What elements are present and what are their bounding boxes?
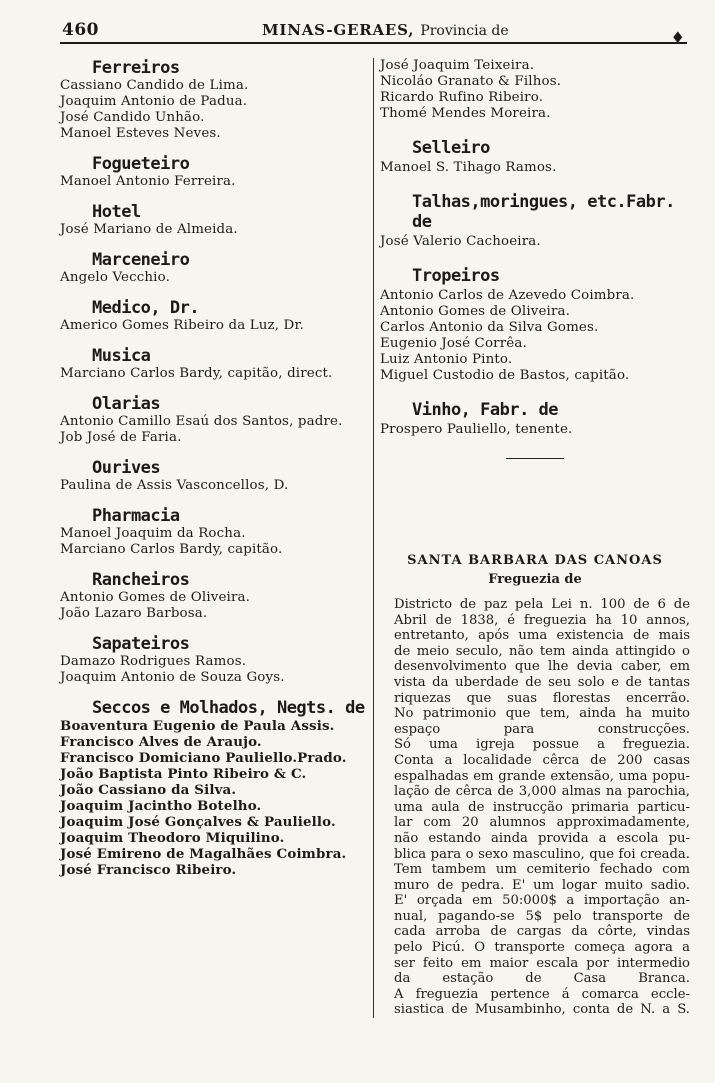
list-item: Prospero Pauliello, tenente. xyxy=(380,422,573,437)
right-sections xyxy=(380,138,690,438)
list-item: José Francisco Ribeiro. xyxy=(60,862,237,878)
list-item: Nicoláo Granato & Filhos. xyxy=(380,74,562,89)
list-item: José Joaquim Teixeira. xyxy=(380,58,535,73)
section-title: Marceneiro xyxy=(92,250,190,270)
list-item: Cassiano Candido de Lima. xyxy=(60,78,249,93)
text-line: não estando ainda provida a escola pu- xyxy=(394,830,690,846)
santa-barbara-subtitle: Freguezia de xyxy=(488,572,582,587)
list-item: Boaventura Eugenio de Paula Assis. xyxy=(60,718,335,734)
list-item: Carlos Antonio da Silva Gomes. xyxy=(380,320,599,335)
text-line: No patrimonio que tem, ainda ha muito xyxy=(394,706,690,722)
section-title: Fogueteiro xyxy=(92,154,190,174)
text-line: Conta a localidade cêrca de 200 casas xyxy=(394,752,690,768)
text-line: Abril de 1838, é freguezia ha 10 annos, xyxy=(394,612,690,628)
list-item: Manoel Antonio Ferreira. xyxy=(60,174,236,189)
text-line: pelo Picú. O transporte começa agora a xyxy=(394,940,690,956)
list-item: Joaquim Antonio de Padua. xyxy=(60,94,248,109)
page-number: 460 xyxy=(62,20,99,40)
page-header xyxy=(62,18,687,42)
running-head xyxy=(262,21,509,39)
text-line: entretanto, após uma existencia de mais xyxy=(394,628,690,644)
list-item: José Emireno de Magalhães Coimbra. xyxy=(60,846,347,862)
section-title: Tropeiros xyxy=(412,266,500,286)
text-line: vista da uberdade de seu solo e de tantas xyxy=(394,674,690,690)
list-item: Francisco Domiciano Pauliello.Prado. xyxy=(60,750,347,766)
list-item: Antonio Carlos de Azevedo Coimbra. xyxy=(380,288,635,303)
list-item: Eugenio José Corrêa. xyxy=(380,336,527,351)
section-title: Musica xyxy=(92,346,151,366)
text-line: ser feito em maior escala por intermedio xyxy=(394,955,690,971)
list-item: Joaquim José Gonçalves & Pauliello. xyxy=(60,814,336,830)
corner-ornament-icon: ♦ xyxy=(670,28,685,47)
text-line: E' orçada em 50:000$ a importação an- xyxy=(394,893,690,909)
list-item: João Lazaro Barbosa. xyxy=(60,606,208,621)
text-line: siastica de Musambinho, conta de N. a S. xyxy=(394,1002,690,1018)
section-title: Pharmacia xyxy=(92,506,180,526)
text-line: blica para o sexo masculino, que foi creada. xyxy=(394,846,690,862)
text-line: espaço para construcções. xyxy=(394,721,690,737)
text-line: Só uma igreja possue a freguezia. xyxy=(394,737,690,753)
santa-barbara-title: SANTA BARBARA DAS CANOAS xyxy=(407,553,663,568)
section-title: Ferreiros xyxy=(92,58,180,78)
list-item: José Mariano de Almeida. xyxy=(60,222,238,237)
list-item: Antonio Gomes de Oliveira. xyxy=(60,590,251,605)
list-item: Antonio Gomes de Oliveira. xyxy=(380,304,571,319)
section-title: Seccos e Molhados, Negts. de xyxy=(92,698,365,718)
list-item: Americo Gomes Ribeiro da Luz, Dr. xyxy=(60,318,304,333)
list-item: Joaquim Theodoro Miquilino. xyxy=(60,830,285,846)
text-line: muro de pedra. E' um logar muito sadio. xyxy=(394,877,690,893)
text-line: de meio seculo, não tem ainda attingido o xyxy=(394,643,690,659)
list-item: Angelo Vecchio. xyxy=(60,270,170,285)
section-title: Olarias xyxy=(92,394,161,414)
text-line: da estação de Casa Branca. xyxy=(394,971,690,987)
list-item: Ricardo Rufino Ribeiro. xyxy=(380,90,544,105)
text-line: riquezas que suas florestas encerrão. xyxy=(394,690,690,706)
section-title: Sapateiros xyxy=(92,634,190,654)
column-divider xyxy=(373,58,374,1018)
text-line: espalhadas em grande extensão, uma popu- xyxy=(394,768,690,784)
text-line: uma aula de instrucção primaria particu- xyxy=(394,799,690,815)
list-item: José Valerio Cachoeira. xyxy=(380,234,541,249)
text-line: lação de cêrca de 3,000 almas na parochia, xyxy=(394,784,690,800)
list-item: Manoel Joaquim da Rocha. xyxy=(60,526,246,541)
list-item: Miguel Custodio de Bastos, capitão. xyxy=(380,368,630,383)
text-line: nual, pagando-se 5$ pelo transporte de xyxy=(394,908,690,924)
section-title: Hotel xyxy=(92,202,141,222)
list-item: José Candido Unhão. xyxy=(60,110,205,125)
list-item: Manoel Esteves Neves. xyxy=(60,126,221,141)
text-line: A freguezia pertence á comarca eccle- xyxy=(394,986,690,1002)
list-item: Francisco Alves de Araujo. xyxy=(60,734,262,750)
list-item: Antonio Camillo Esaú dos Santos, padre. xyxy=(60,414,343,429)
list-item: Luiz Antonio Pinto. xyxy=(380,352,513,367)
header-rule xyxy=(60,42,687,44)
list-item: Paulina de Assis Vasconcellos, D. xyxy=(60,478,289,493)
list-item: João Baptista Pinto Ribeiro & C. xyxy=(60,766,307,782)
text-line: lar com 20 alumnos approximadamente, xyxy=(394,815,690,831)
list-item: Thomé Mendes Moreira. xyxy=(380,106,551,121)
text-line: Tem tambem um cemiterio fechado com xyxy=(394,862,690,878)
left-column xyxy=(60,58,370,878)
running-head-title: MINAS-GERAES, xyxy=(262,21,415,39)
list-item: Manoel S. Tihago Ramos. xyxy=(380,160,557,175)
text-line: cada arroba de cargas da côrte, vindas xyxy=(394,924,690,940)
section-title: Rancheiros xyxy=(92,570,190,590)
section-title: Ourives xyxy=(92,458,161,478)
section-title: Vinho, Fabr. de xyxy=(412,400,559,420)
right-top-entries xyxy=(380,58,690,122)
section-title: Talhas,moringues, etc.Fabr. de xyxy=(412,192,675,232)
list-item: Joaquim Antonio de Souza Goys. xyxy=(60,670,285,685)
running-head-subtitle: Provincia de xyxy=(420,23,509,39)
list-item: Marciano Carlos Bardy, capitão, direct. xyxy=(60,366,333,381)
right-column xyxy=(380,58,690,1018)
list-item: João Cassiano da Silva. xyxy=(60,782,237,798)
section-title: Medico, Dr. xyxy=(92,298,200,318)
section-separator-rule xyxy=(506,458,564,459)
santa-barbara-text xyxy=(380,597,690,1018)
text-line: desenvolvimento que lhe devia caber, em xyxy=(394,659,690,675)
list-item: Joaquim Jacintho Botelho. xyxy=(60,798,262,814)
section-title: Selleiro xyxy=(412,138,490,158)
text-line: Districto de paz pela Lei n. 100 de 6 de xyxy=(394,597,690,612)
list-item: Job José de Faria. xyxy=(60,430,182,445)
list-item: Damazo Rodrigues Ramos. xyxy=(60,654,247,669)
list-item: Marciano Carlos Bardy, capitão. xyxy=(60,542,283,557)
